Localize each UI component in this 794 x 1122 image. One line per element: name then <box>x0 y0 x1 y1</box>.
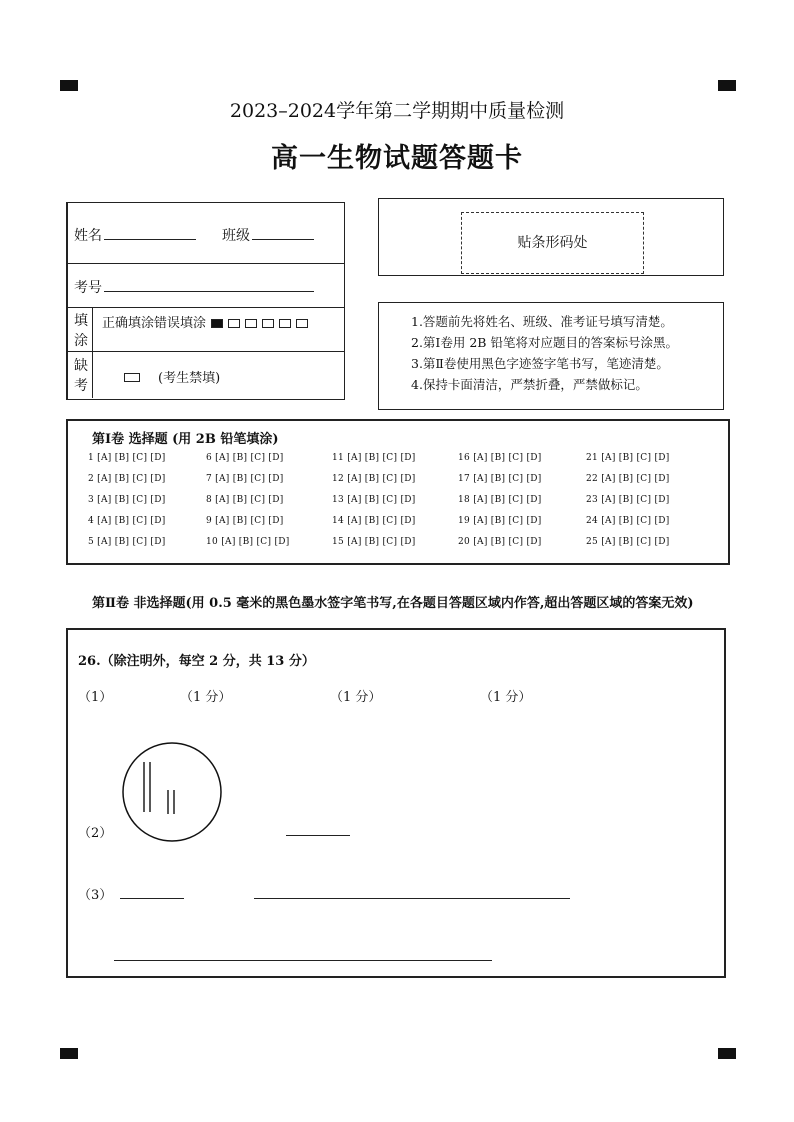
mc-question-row[interactable]: 11 [A] [B] [C] [D] <box>332 453 416 463</box>
class-field[interactable] <box>252 225 314 240</box>
mc-question-row[interactable]: 17 [A] [B] [C] [D] <box>458 474 542 484</box>
exam-title: 2023–2024学年第二学期期中质量检测 <box>229 100 565 122</box>
answer-area-q26[interactable] <box>66 628 726 978</box>
mc-question-row[interactable]: 18 [A] [B] [C] [D] <box>458 495 542 505</box>
points-note: （1 分） <box>480 690 532 705</box>
answer-blank[interactable] <box>286 835 350 836</box>
corner-mark-top-right <box>718 80 736 91</box>
student-info-box <box>66 202 345 400</box>
mc-question-row[interactable]: 9 [A] [B] [C] [D] <box>206 516 284 526</box>
mc-question-row[interactable]: 19 [A] [B] [C] [D] <box>458 516 542 526</box>
barcode-label: 贴条形码处 <box>461 212 644 274</box>
fill-label-2: 涂 <box>74 333 88 349</box>
q26-title: 26.（除注明外，每空 2 分，共 13 分） <box>78 654 315 669</box>
corner-mark-top-left <box>60 80 78 91</box>
corner-mark-bottom-right <box>718 1048 736 1059</box>
absent-label-1: 缺 <box>74 358 88 374</box>
sub-question-1: （1） <box>78 690 113 705</box>
absent-label-2: 考 <box>74 378 88 394</box>
corner-mark-bottom-left <box>60 1048 78 1059</box>
wrong-cross-icon <box>279 319 291 328</box>
mc-question-row[interactable]: 3 [A] [B] [C] [D] <box>88 495 166 505</box>
exam-no-field[interactable] <box>104 277 314 292</box>
mc-question-row[interactable]: 8 [A] [B] [C] [D] <box>206 495 284 505</box>
cell-divider <box>92 351 93 398</box>
correct-fill-icon <box>211 319 223 328</box>
wrong-slash-icon <box>228 319 240 328</box>
sub-question-2: （2） <box>78 826 113 841</box>
absent-checkbox[interactable] <box>124 373 140 382</box>
microscope-view-diagram <box>120 740 224 844</box>
multiple-choice-section <box>66 419 730 565</box>
mc-question-row[interactable]: 6 [A] [B] [C] [D] <box>206 453 284 463</box>
mc-question-row[interactable]: 14 [A] [B] [C] [D] <box>332 516 416 526</box>
mc-question-row[interactable]: 16 [A] [B] [C] [D] <box>458 453 542 463</box>
fill-example <box>102 312 308 331</box>
note-line: 4.保持卡面清洁，严禁折叠，严禁做标记。 <box>411 377 648 392</box>
answer-blank[interactable] <box>114 960 492 961</box>
mc-question-row[interactable]: 1 [A] [B] [C] [D] <box>88 453 166 463</box>
mc-question-row[interactable]: 10 [A] [B] [C] [D] <box>206 537 290 547</box>
mc-question-row[interactable]: 2 [A] [B] [C] [D] <box>88 474 166 484</box>
exam-no-label: 考号 <box>74 280 102 296</box>
note-line: 1.答题前先将姓名、班级、准考证号填写清楚。 <box>411 314 673 329</box>
note-line: 2.第Ⅰ卷用 2B 铅笔将对应题目的答案标号涂黑。 <box>411 335 678 350</box>
mc-question-row[interactable]: 20 [A] [B] [C] [D] <box>458 537 542 547</box>
points-note: （1 分） <box>180 690 232 705</box>
mc-question-row[interactable]: 24 [A] [B] [C] [D] <box>586 516 670 526</box>
fill-example-text: 正确填涂错误填涂 <box>102 316 207 331</box>
mc-question-row[interactable]: 4 [A] [B] [C] [D] <box>88 516 166 526</box>
section1-title: 第Ⅰ卷 选择题 (用 2B 铅笔填涂) <box>92 432 279 447</box>
note-line: 3.第Ⅱ卷使用黑色字迹签字笔书写，笔迹清楚。 <box>411 356 669 371</box>
mc-question-row[interactable]: 12 [A] [B] [C] [D] <box>332 474 416 484</box>
sub-question-3: （3） <box>78 888 113 903</box>
mc-question-row[interactable]: 25 [A] [B] [C] [D] <box>586 537 670 547</box>
wrong-circle-icon <box>262 319 274 328</box>
answer-blank[interactable] <box>254 898 570 899</box>
mc-question-row[interactable]: 21 [A] [B] [C] [D] <box>586 453 670 463</box>
mc-question-row[interactable]: 23 [A] [B] [C] [D] <box>586 495 670 505</box>
fill-label-1: 填 <box>74 313 88 329</box>
mc-question-row[interactable]: 15 [A] [B] [C] [D] <box>332 537 416 547</box>
class-label: 班级 <box>222 228 250 244</box>
name-field[interactable] <box>104 225 196 240</box>
name-label: 姓名 <box>74 228 102 244</box>
points-note: （1 分） <box>330 690 382 705</box>
section2-title: 第Ⅱ卷 非选择题(用 0.5 毫米的黑色墨水签字笔书写,在各题目答题区域内作答,超出答题区域的答案无效) <box>92 596 694 611</box>
mc-question-row[interactable]: 22 [A] [B] [C] [D] <box>586 474 670 484</box>
answer-blank[interactable] <box>120 898 184 899</box>
instructions-box <box>378 302 724 410</box>
absent-note: (考生禁填) <box>158 371 221 386</box>
cell-divider <box>92 307 93 351</box>
mc-question-row[interactable]: 13 [A] [B] [C] [D] <box>332 495 416 505</box>
mc-question-row[interactable]: 7 [A] [B] [C] [D] <box>206 474 284 484</box>
wrong-half-icon <box>296 319 308 328</box>
card-title: 高一生物试题答题卡 <box>271 143 523 174</box>
barcode-area <box>378 198 724 276</box>
mc-question-row[interactable]: 5 [A] [B] [C] [D] <box>88 537 166 547</box>
wrong-dot-icon <box>245 319 257 328</box>
